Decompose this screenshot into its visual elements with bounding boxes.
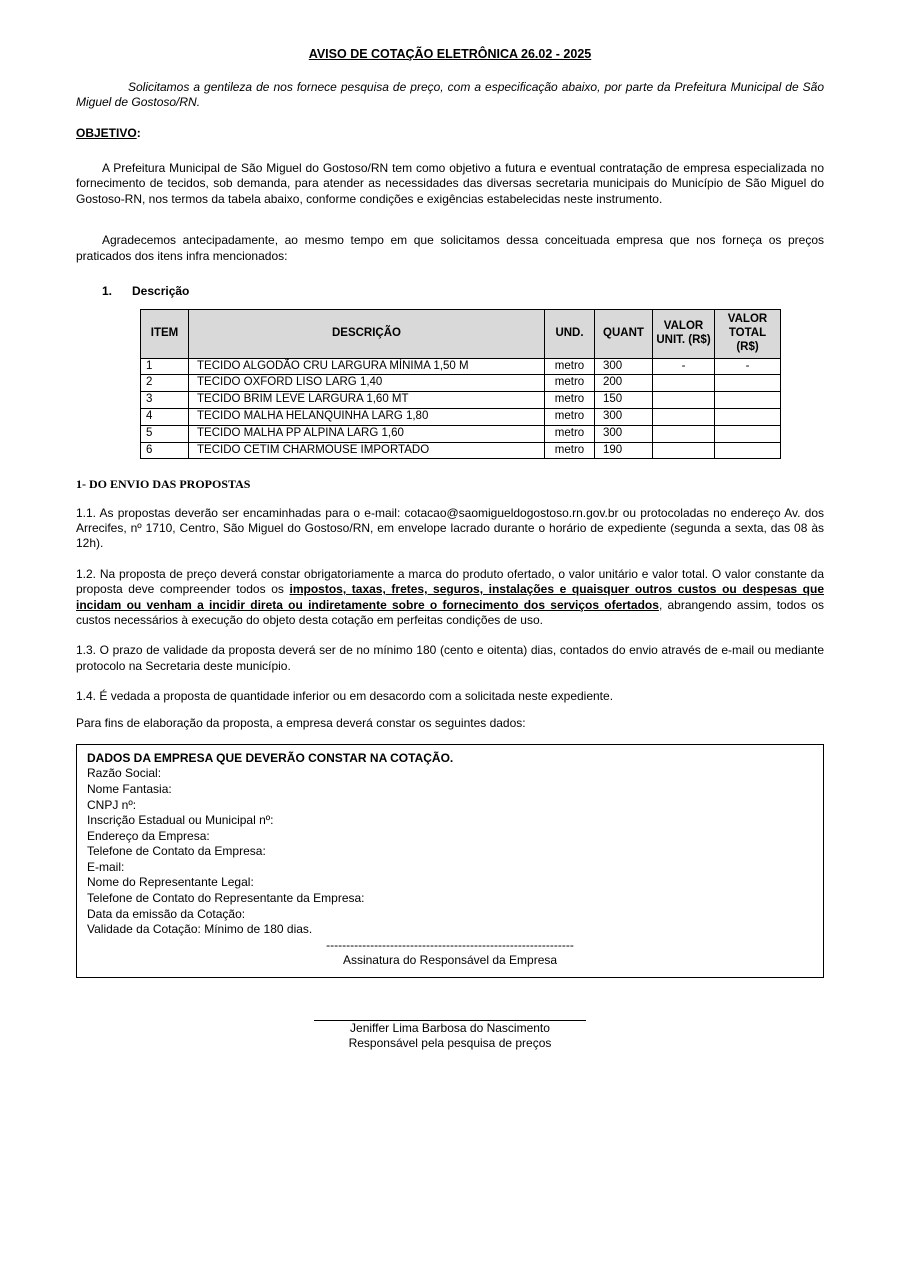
cell-valor-total: -: [715, 358, 781, 375]
table-row: [141, 425, 781, 442]
col-header-item: ITEM: [141, 310, 189, 358]
table-row: [141, 409, 781, 426]
cell-valor-unit: [653, 442, 715, 459]
cell-valor-total: [715, 392, 781, 409]
cell-item: 6: [141, 442, 189, 459]
company-signature-label: Assinatura do Responsável da Empresa: [342, 953, 558, 968]
field-data-emissao: Data da emissão da Cotação:: [87, 906, 246, 921]
col-header-und: UND.: [545, 310, 595, 358]
col-header-valor-total: VALOR TOTAL (R$): [715, 310, 781, 358]
cell-descricao: TECIDO OXFORD LISO LARG 1,40: [189, 375, 545, 392]
paragraph-1-2-post: , abrangendo assim, todos os custos necessários à execução do objeto desta cotação em perfeitas condições de uso.: [76, 597, 824, 627]
field-inscricao-estadual: Inscrição Estadual ou Municipal nº:: [87, 813, 274, 828]
para-fins-paragraph: Para fins de elaboração da proposta, a empresa deverá constar os seguintes dados:: [76, 716, 526, 731]
signer-name: Jeniffer Lima Barbosa do Nascimento: [350, 1021, 550, 1036]
cell-quant: 300: [595, 425, 653, 442]
field-cnpj: CNPJ nº:: [87, 797, 137, 812]
cell-descricao: TECIDO ALGODÃO CRU LARGURA MÍNIMA 1,50 M: [189, 358, 545, 375]
cell-valor-total: [715, 409, 781, 426]
signature-dashes: --------------------------------------------------------------: [326, 937, 574, 952]
field-representante-legal: Nome do Representante Legal:: [87, 875, 254, 890]
cell-und: metro: [545, 409, 595, 426]
signer-role: Responsável pela pesquisa de preços: [348, 1036, 552, 1051]
cell-quant: 150: [595, 392, 653, 409]
field-endereco-empresa: Endereço da Empresa:: [87, 828, 210, 843]
paragraph-1-2-pre: 1.2. Na proposta de preço deverá constar obrigatoriamente a marca do produto ofertado, o valor unitário e valor total. O valor constante da proposta deve compreender todos os: [76, 566, 824, 597]
cell-valor-unit: -: [653, 358, 715, 375]
objetivo-colon: :: [136, 125, 141, 140]
intro-paragraph: Solicitamos a gentileza de nos fornece pesquisa de preço, com a especificação abaixo, por parte da Prefeitura Municipal de São Miguel de Gostoso/RN.: [76, 80, 824, 110]
cell-descricao: TECIDO MALHA PP ALPINA LARG 1,60: [189, 425, 545, 442]
paragraph-1-2: [76, 567, 824, 628]
objetivo-heading: [76, 126, 824, 141]
cell-und: metro: [545, 425, 595, 442]
envio-section-heading: 1- DO ENVIO DAS PROPOSTAS: [76, 477, 251, 492]
field-telefone-representante: Telefone de Contato do Representante da Empresa:: [87, 891, 365, 906]
footer-signature-block: [76, 1020, 824, 1052]
table-row: [141, 358, 781, 375]
table-row: [141, 392, 781, 409]
cell-quant: 300: [595, 409, 653, 426]
cell-und: metro: [545, 392, 595, 409]
cell-item: 3: [141, 392, 189, 409]
cell-valor-unit: [653, 425, 715, 442]
cell-item: 5: [141, 425, 189, 442]
cell-quant: 190: [595, 442, 653, 459]
col-header-quant: QUANT: [595, 310, 653, 358]
cell-descricao: TECIDO BRIM LEVE LARGURA 1,60 MT: [189, 392, 545, 409]
document-title-text: AVISO DE COTAÇÃO ELETRÔNICA 26.02 - 2025: [308, 47, 592, 61]
field-razao-social: Razão Social:: [87, 766, 162, 781]
cell-valor-total: [715, 375, 781, 392]
paragraph-1-4: 1.4. É vedada a proposta de quantidade inferior ou em desacordo com a solicitada neste expediente.: [76, 689, 614, 703]
items-table: [140, 309, 781, 459]
objetivo-paragraph: A Prefeitura Municipal de São Miguel do Gostoso/RN tem como objetivo a futura e eventual contratação de empresa especializada no fornecimento de tecidos, sob demanda, para atender as necessidades das diversas secretaria municipais do Município de São Miguel do Gostoso-RN, nos termos da tabela abaixo, conforme condições e exigências estabelecidas neste instrumento.: [76, 161, 824, 206]
cell-valor-total: [715, 442, 781, 459]
cell-und: metro: [545, 442, 595, 459]
field-telefone-empresa: Telefone de Contato da Empresa:: [87, 844, 266, 859]
objetivo-label: OBJETIVO: [76, 125, 137, 140]
paragraph-1-3: 1.3. O prazo de validade da proposta deverá ser de no mínimo 180 (cento e oitenta) dias, contados do envio através de e-mail ou mediante protocolo na Secretaria deste município.: [76, 643, 824, 673]
table-header-row: [141, 310, 781, 358]
cell-item: 4: [141, 409, 189, 426]
cell-valor-total: [715, 425, 781, 442]
cell-descricao: TECIDO MALHA HELANQUINHA LARG 1,80: [189, 409, 545, 426]
cell-quant: 200: [595, 375, 653, 392]
dados-box-title: DADOS DA EMPRESA QUE DEVERÃO CONSTAR NA COTAÇÃO.: [87, 750, 454, 765]
cell-item: 2: [141, 375, 189, 392]
cell-item: 1: [141, 358, 189, 375]
field-nome-fantasia: Nome Fantasia:: [87, 781, 172, 796]
paragraph-1-2-emphasis: impostos, taxas, fretes, seguros, instalações e quaisquer outros custos ou despesas que incidam ou venham a incidir direta ou indiretamente sobre o fornecimento dos serviços ofertados: [76, 582, 825, 612]
agradecimento-paragraph: Agradecemos antecipadamente, ao mesmo tempo em que solicitamos dessa conceituada empresa que nos forneça os preços praticados dos itens infra mencionados:: [76, 233, 824, 263]
paragraph-1-1: 1.1. As propostas deverão ser encaminhadas para o e-mail: cotacao@saomigueldogostoso.rn.gov.br ou protocoladas no endereço Av. dos Arrecifes, nº 1710, Centro, São Miguel do Gostoso/RN, em envelope lacrado durante o horário de expediente (segunda a sexta, das 08 às 12h).: [76, 505, 824, 551]
field-validade-cotacao: Validade da Cotação: Mínimo de 180 dias.: [87, 922, 313, 937]
section-1-number: 1.: [102, 283, 113, 298]
table-row: [141, 442, 781, 459]
document-title: [76, 46, 824, 62]
cell-valor-unit: [653, 409, 715, 426]
table-row: [141, 375, 781, 392]
field-email: E-mail:: [87, 859, 125, 874]
col-header-descricao: DESCRIÇÃO: [189, 310, 545, 358]
company-data-box: [76, 744, 824, 978]
cell-und: metro: [545, 375, 595, 392]
cell-quant: 300: [595, 358, 653, 375]
cell-descricao: TECIDO CETIM CHARMOUSE IMPORTADO: [189, 442, 545, 459]
cell-valor-unit: [653, 392, 715, 409]
cell-und: metro: [545, 358, 595, 375]
section-1-label: Descrição: [132, 283, 190, 298]
cell-valor-unit: [653, 375, 715, 392]
section-1-heading: [102, 284, 824, 299]
col-header-valor-unit: VALOR UNIT. (R$): [653, 310, 715, 358]
